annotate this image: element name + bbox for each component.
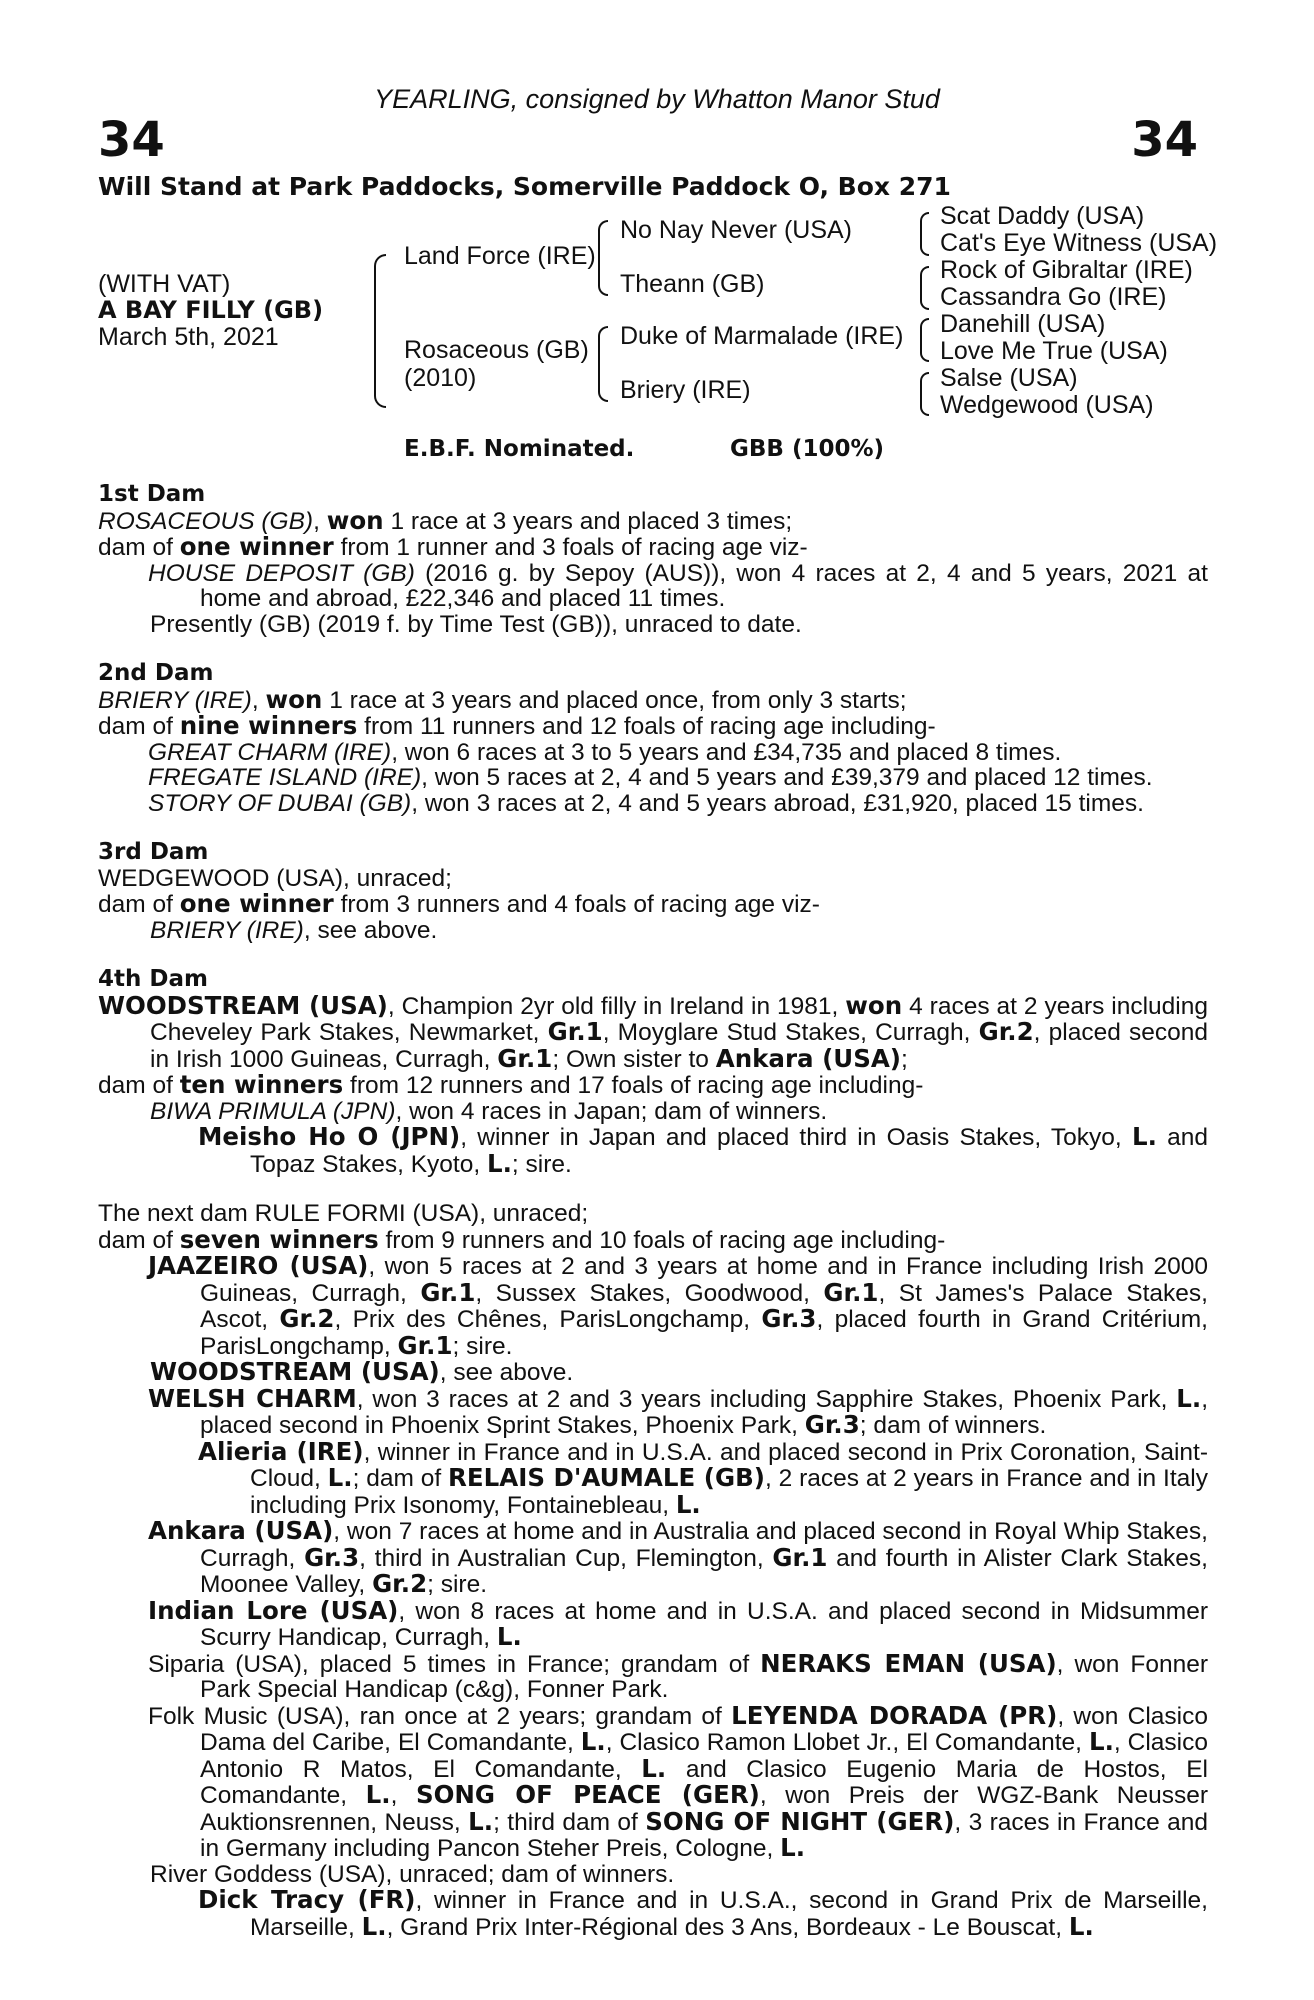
- dam-foaling-year: (2010): [404, 364, 477, 392]
- progeny-entry: Presently (GB) (2019 f. by Time Test (GB)), unraced to date.: [150, 610, 802, 638]
- dam-dam: Briery (IRE): [620, 376, 751, 404]
- dam: Rosaceous (GB): [404, 336, 589, 364]
- sire-sire: No Nay Never (USA): [620, 216, 852, 244]
- great-grandparent: Danehill (USA): [940, 310, 1106, 338]
- pedigree-brace-main: [374, 254, 386, 408]
- dam-record-line: BRIERY (IRE), won 1 race at 3 years and placed once, from only 3 starts;: [98, 684, 907, 714]
- dam-brace: [598, 326, 608, 402]
- dam-record-line: WOODSTREAM (USA), Champion 2yr old filly in Ireland in 1981, won 4 races at 2 years including Cheveley Park Stakes, Newmarket, Gr.1, Moyglare Stud Stakes, Curragh, Gr.2, placed second in Irish 1000 Guineas, Curragh, Gr.1; Own sister to Ankara (USA);: [98, 990, 1208, 1073]
- progeny-entry: Folk Music (USA), ran once at 2 years; grandam of LEYENDA DORADA (PR), won Clasico Dama del Caribe, El Comandante, L., Clasico Ramon Llobet Jr., El Comandante, L., Clasico Antonio R Matos, El Comandante, L. and Clasico Eugenio Maria de Hostos, El Comandante, L., SONG OF PEACE (GER), won Preis der WGZ-Bank Neusser Auktionsrennen, Neuss, L.; third dam of SONG OF NIGHT (GER), 3 races in France and in Germany including Pancon Steher Preis, Cologne, L.: [148, 1700, 1208, 1862]
- great-grandparent: Wedgewood (USA): [940, 391, 1154, 419]
- dam-produce-line: dam of one winner from 1 runner and 3 foals of racing age viz-: [98, 532, 808, 561]
- great-grandparent: Cat's Eye Witness (USA): [940, 229, 1218, 257]
- section-heading: 3rd Dam: [98, 839, 209, 865]
- dam-produce-line: dam of nine winners from 11 runners and 12 foals of racing age including-: [98, 711, 936, 740]
- foaling-date: March 5th, 2021: [98, 323, 279, 351]
- progeny-entry: JAAZEIRO (USA), won 5 races at 2 and 3 years at home and in France including Irish 2000 Guineas, Curragh, Gr.1, Sussex Stakes, Goodwood, Gr.1, St James's Palace Stakes, Ascot, Gr.2, Prix des Chênes, ParisLongchamp, Gr.3, placed fourth in Grand Critérium, ParisLongchamp, Gr.1; sire.: [148, 1251, 1208, 1360]
- progeny-entry: BRIERY (IRE), see above.: [150, 916, 438, 944]
- gg-brace-4: [920, 372, 929, 416]
- progeny-entry: FREGATE ISLAND (IRE), won 5 races at 2, 4 and 5 years and £39,379 and placed 12 times.: [148, 764, 1153, 791]
- dam-produce-line: dam of one winner from 3 runners and 4 foals of racing age viz-: [98, 889, 820, 918]
- sire: Land Force (IRE): [404, 242, 596, 270]
- progeny-entry: Siparia (USA), placed 5 times in France; grandam of NERAKS EMAN (USA), won Fonner Park Special Handicap (c&g), Fonner Park.: [148, 1648, 1208, 1703]
- section-heading: 2nd Dam: [98, 660, 214, 686]
- dam-produce-line: dam of seven winners from 9 runners and 10 foals of racing age including-: [98, 1224, 946, 1254]
- progeny-entry: Indian Lore (USA), won 8 races at home and in U.S.A. and placed second in Midsummer Scurry Handicap, Curragh, L.: [148, 1595, 1208, 1651]
- gg-brace-3: [920, 318, 929, 362]
- dam-produce-line: dam of ten winners from 12 runners and 17 foals of racing age including-: [98, 1070, 924, 1099]
- sire-brace: [598, 220, 608, 296]
- lot-number-right: 34: [1131, 112, 1198, 168]
- progeny-entry: STORY OF DUBAI (GB), won 3 races at 2, 4 and 5 years abroad, £31,920, placed 15 times.: [148, 789, 1144, 817]
- gg-brace-2: [920, 266, 929, 310]
- progeny-entry: River Goddess (USA), unraced; dam of winners.: [150, 1860, 675, 1888]
- ebf-nominated: E.B.F. Nominated.: [404, 436, 635, 462]
- section-heading: 4th Dam: [98, 966, 208, 992]
- progeny-entry: Alieria (IRE), winner in France and in U.S.A. and placed second in Prix Coronation, Saint-Cloud, L.; dam of RELAIS D'AUMALE (GB), 2 races at 2 years in France and in Italy including Prix Isonomy, Fontainebleau, L.: [198, 1436, 1208, 1519]
- great-grandparent: Scat Daddy (USA): [940, 202, 1145, 230]
- section-heading: 1st Dam: [98, 481, 206, 507]
- gbb-status: GBB (100%): [730, 436, 885, 462]
- dam-record-line: WEDGEWOOD (USA), unraced;: [98, 864, 452, 892]
- great-grandparent: Salse (USA): [940, 364, 1078, 392]
- progeny-entry: GREAT CHARM (IRE), won 6 races at 3 to 5 years and £34,735 and placed 8 times.: [148, 738, 1062, 766]
- sire-dam: Theann (GB): [620, 270, 765, 298]
- gg-brace-1: [920, 212, 929, 256]
- progeny-entry: HOUSE DEPOSIT (GB) (2016 g. by Sepoy (AUS)), won 4 races at 2, 4 and 5 years, 2021 at home and abroad, £22,346 and placed 11 times.: [148, 559, 1208, 612]
- dam-record-line: ROSACEOUS (GB), won 1 race at 3 years and placed 3 times;: [98, 505, 793, 535]
- progeny-entry: Meisho Ho O (JPN), winner in Japan and placed third in Oasis Stakes, Tokyo, L. and Topaz Stakes, Kyoto, L.; sire.: [198, 1122, 1208, 1178]
- progeny-entry: BIWA PRIMULA (JPN), won 4 races in Japan; dam of winners.: [150, 1097, 828, 1125]
- lot-number-left: 34: [98, 112, 165, 168]
- next-dam-line: The next dam RULE FORMI (USA), unraced;: [98, 1200, 589, 1227]
- great-grandparent: Rock of Gibraltar (IRE): [940, 256, 1193, 284]
- vat-note: (WITH VAT): [98, 270, 231, 298]
- great-grandparent: Cassandra Go (IRE): [940, 283, 1167, 311]
- progeny-entry: WOODSTREAM (USA), see above.: [150, 1357, 574, 1386]
- horse-name: A BAY FILLY (GB): [98, 296, 324, 324]
- great-grandparent: Love Me True (USA): [940, 337, 1168, 365]
- dam-sire: Duke of Marmalade (IRE): [620, 322, 904, 350]
- consignor-line: YEARLING, consigned by Whatton Manor Stud: [374, 84, 940, 114]
- produce-record: [98, 482, 1208, 1940]
- progeny-entry: Ankara (USA), won 7 races at home and in Australia and placed second in Royal Whip Stakes, Curragh, Gr.3, third in Australian Cup, Flemington, Gr.1 and fourth in Alister Clark Stakes, Moonee Valley, Gr.2; sire.: [148, 1516, 1208, 1598]
- progeny-entry: WELSH CHARM, won 3 races at 2 and 3 years including Sapphire Stakes, Phoenix Park, L., placed second in Phoenix Sprint Stakes, Phoenix Park, Gr.3; dam of winners.: [148, 1383, 1208, 1439]
- progeny-entry: Dick Tracy (FR), winner in France and in U.S.A., second in Grand Prix de Marseille, Marseille, L., Grand Prix Inter-Régional des 3 Ans, Bordeaux - Le Bouscat, L.: [198, 1885, 1208, 1941]
- stabling-location: Will Stand at Park Paddocks, Somerville Paddock O, Box 271: [98, 172, 951, 201]
